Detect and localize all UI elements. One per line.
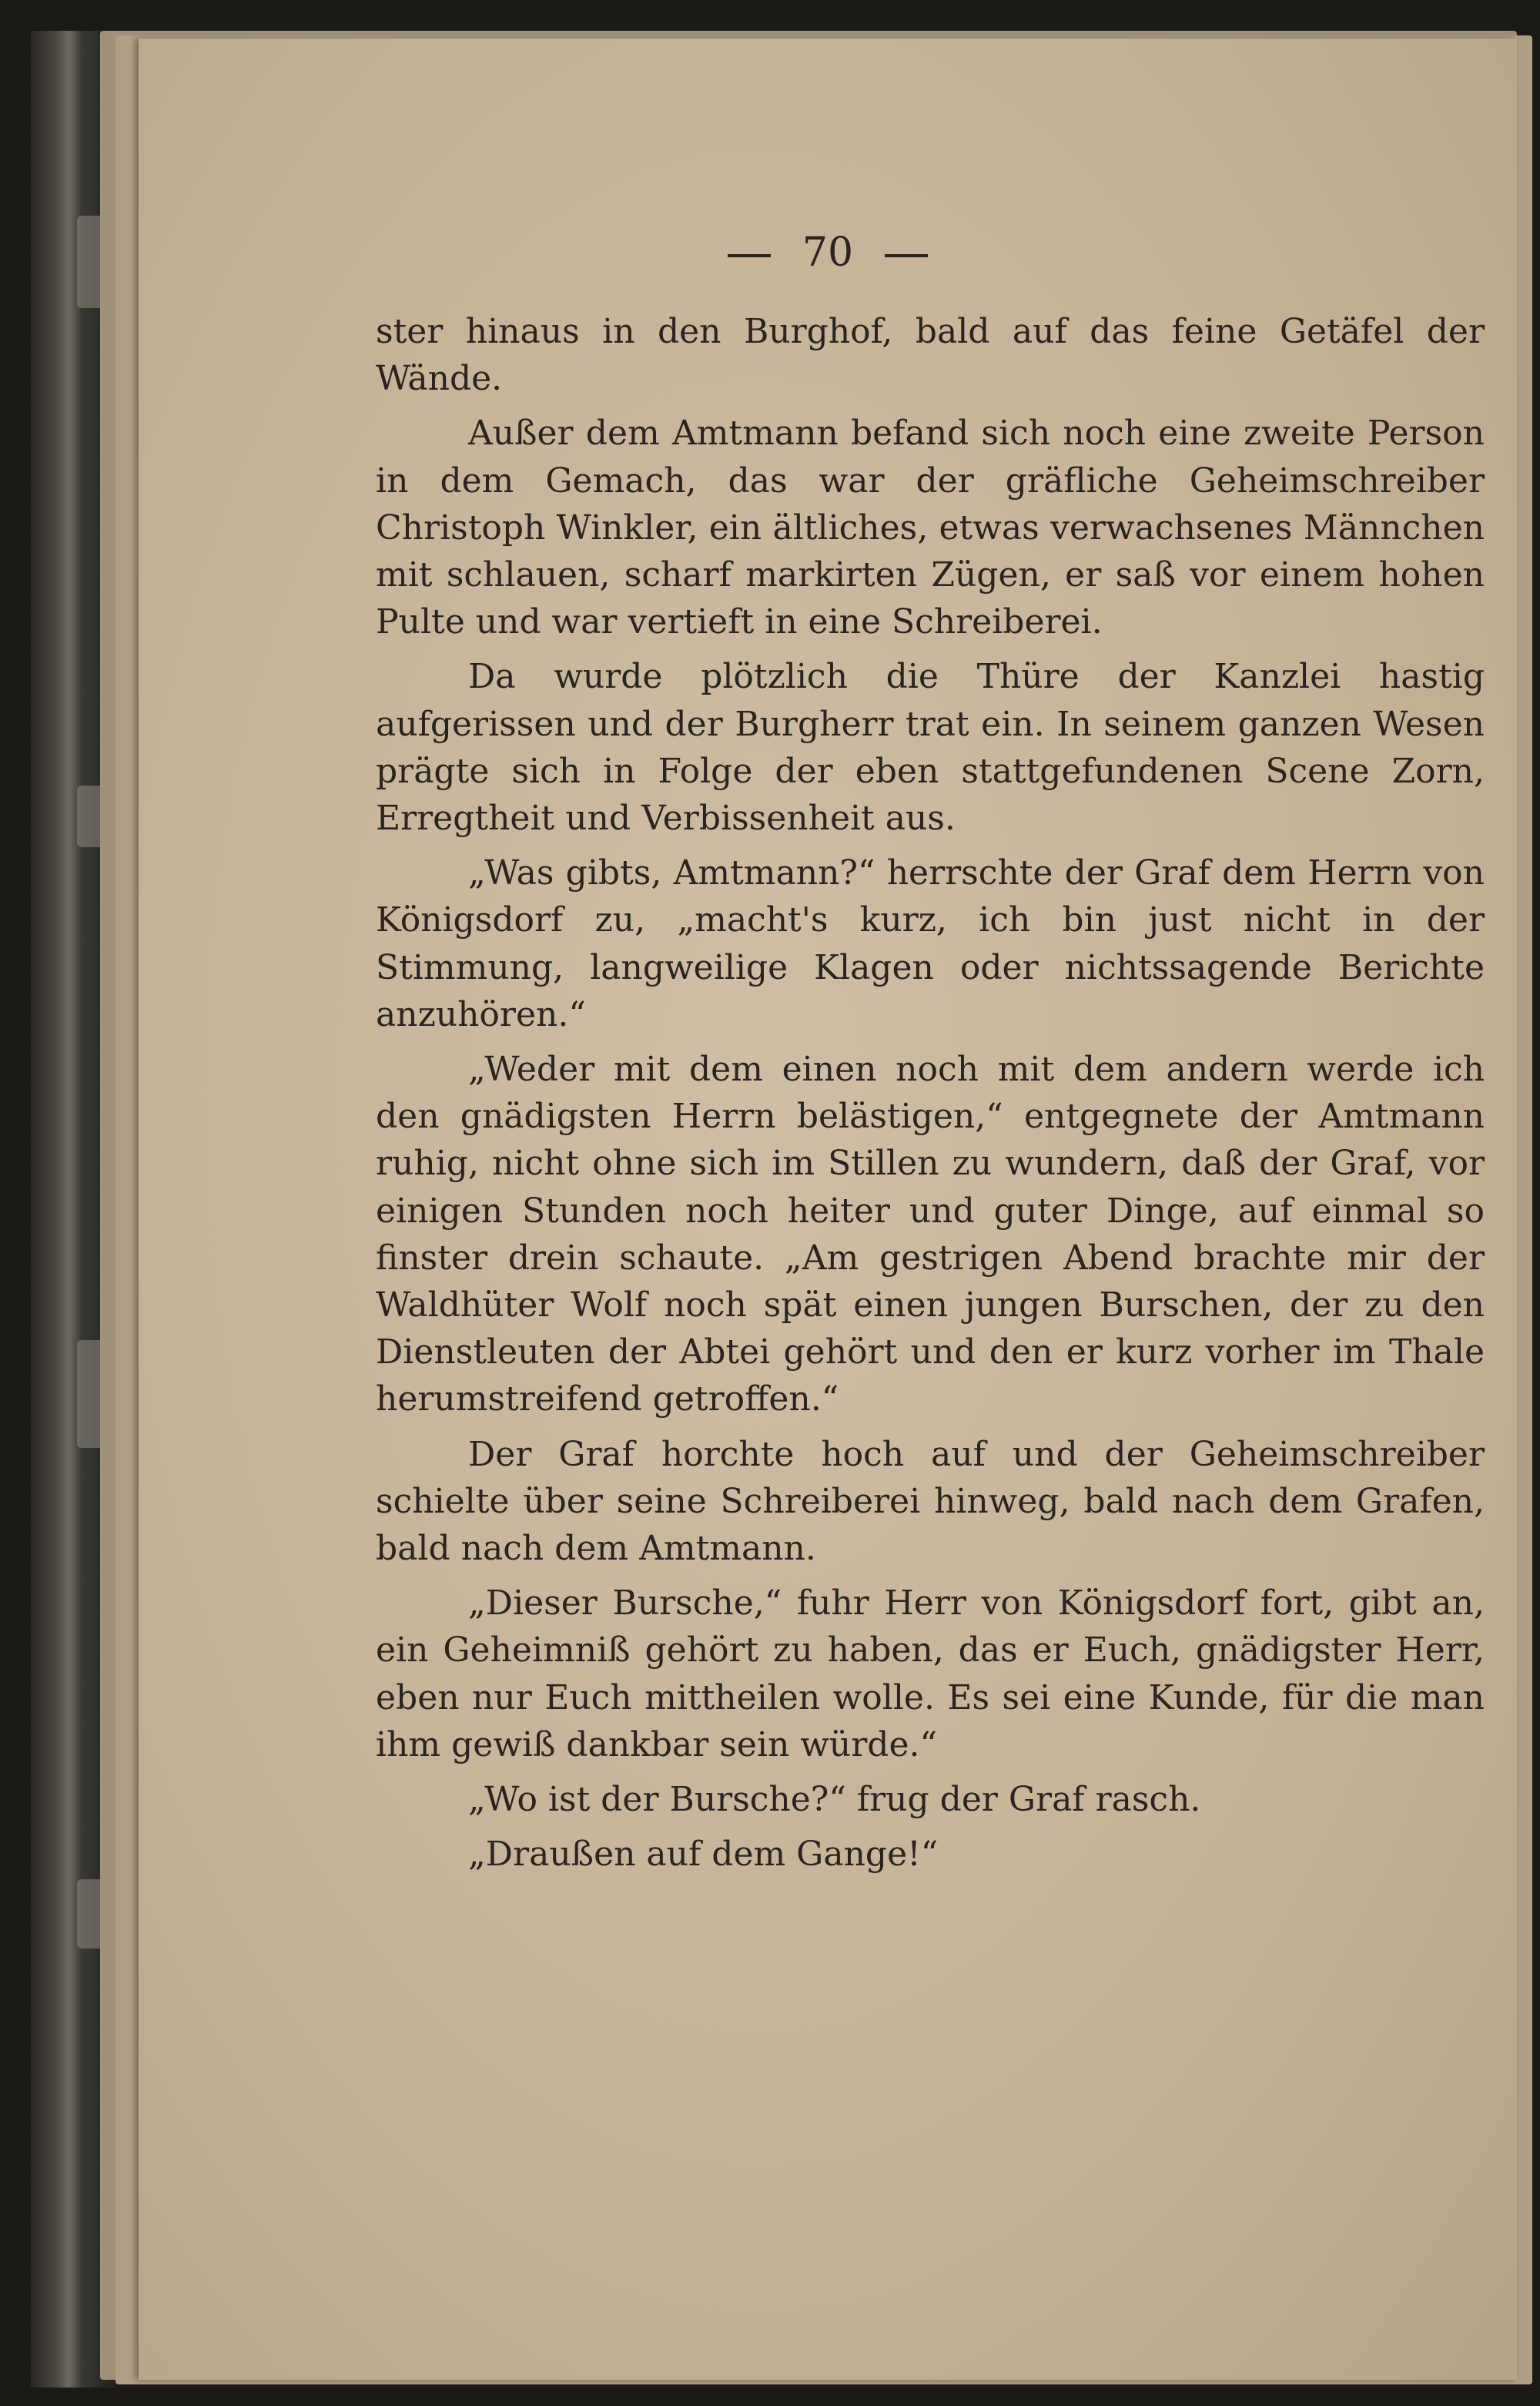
paragraph: „Draußen auf dem Gange!“ [468, 1835, 939, 1875]
header-dash-left [728, 254, 771, 257]
paragraph: „Was gibts, Amtmann?“ herrschte der Graf dem Herrn von Königsdorf zu, „macht's kurz, ich bin just nicht in der Stimmung, langweilige Klagen oder nichtssagende Berichte anzuhören.“ [376, 853, 1485, 1034]
paragraph: „Dieser Bursche,“ fuhr Herr von Königsdorf fort, gibt an, ein Geheimniß gehört zu haben, das er Euch, gnädigster Herr, eben nur Euch mittheilen wolle. Es sei eine Kunde, für die man ihm gewiß dankbar sein würde.“ [376, 1583, 1485, 1764]
header-dash-right [885, 254, 928, 257]
body-text [376, 308, 1485, 1878]
book-page [139, 39, 1517, 2380]
paragraph: Da wurde plötzlich die Thüre der Kanzlei hastig aufgerissen und der Burgherr trat ein. In seinem ganzen Wesen prägte sich in Folge der eben stattgefundenen Scene Zorn, Erregtheit und Verbissenheit aus. [376, 657, 1485, 839]
paragraph: „Wo ist der Bursche?“ frug der Graf rasch. [468, 1780, 1201, 1820]
paragraph: „Weder mit dem einen noch mit dem andern werde ich den gnädigsten Herrn belästigen,“ entgegnete der Amtmann ruhig, nicht ohne sich im Stillen zu wundern, daß der Graf, vor einigen Stunden noch heiter und guter Dinge, auf einmal so finster drein schaute. „Am gestrigen Abend brachte mir der Waldhüter Wolf noch spät einen jungen Burschen, der zu den Dienstleuten der Abtei gehört und den er kurz vorher im Thale herumstreifend getroffen.“ [376, 1050, 1485, 1419]
paragraph: Außer dem Amtmann befand sich noch eine zweite Person in dem Gemach, das war der gräfliche Geheimschreiber Christoph Winkler, ein ältliches, etwas verwachsenes Männchen mit schlauen, scharf markirten Zügen, er saß vor einem hohen Pulte und war vertieft in eine Schreiberei. [376, 414, 1485, 642]
page-number: 70 [802, 230, 854, 276]
paragraph: ster hinaus in den Burghof, bald auf das feine Getäfel der Wände. [376, 312, 1485, 399]
paragraph: Der Graf horchte hoch auf und der Geheimschreiber schielte über seine Schreiberei hinweg, bald nach dem Grafen, bald nach dem Amtmann. [376, 1434, 1485, 1569]
page-header [139, 230, 1517, 276]
